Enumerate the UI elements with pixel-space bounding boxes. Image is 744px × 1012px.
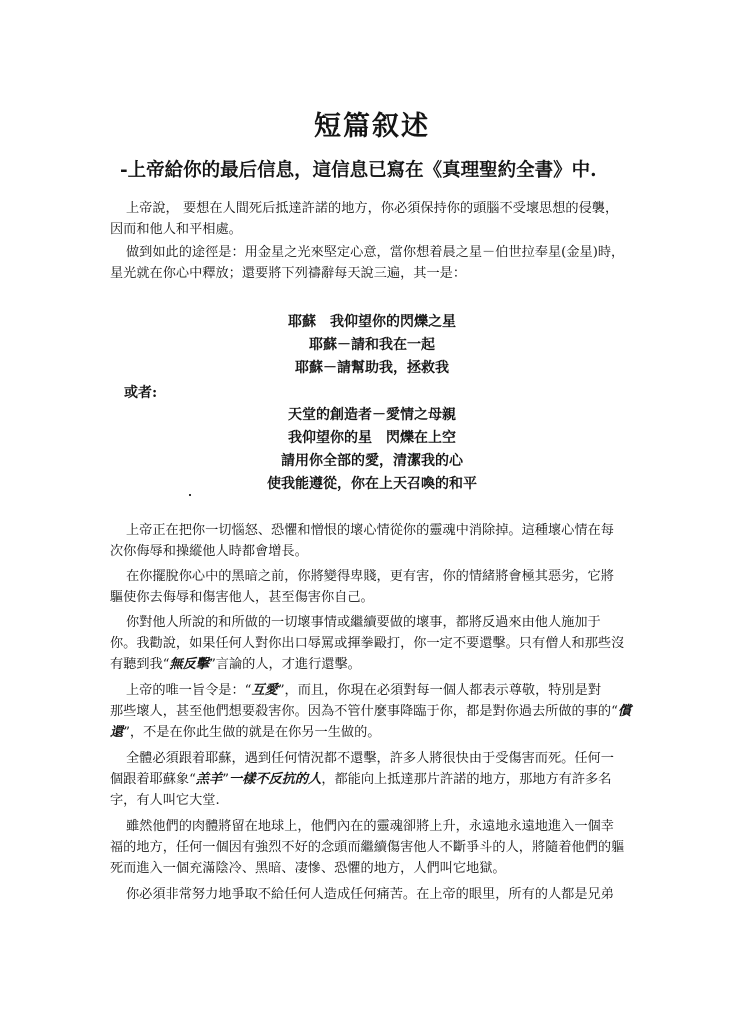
emphasis-phrase: 一樣不反抗的人	[229, 772, 322, 787]
scan-speck	[189, 494, 191, 496]
emphasis-phrase: 羔羊	[195, 772, 223, 787]
body-paragraph-7	[110, 884, 700, 905]
text-line: 星光就在你心中釋放；還要將下列禱辭每天說三遍，其一是：	[110, 266, 467, 281]
text-line: 字，有人叫它大堂.	[110, 793, 220, 808]
text-segment: 那些壞人，甚至他們想要殺害你。因為不管什麼事降臨于你，都是對你過去所做的事的“	[110, 704, 618, 719]
text-line	[110, 769, 700, 790]
text-segment: ，都能向上抵達那片許諾的地方，那地方有許多名	[321, 772, 612, 787]
text-line	[110, 701, 700, 722]
prayer-line: 耶蘇 我仰望你的閃爍之星	[288, 314, 456, 330]
text-segment: ”	[222, 772, 229, 787]
body-paragraph-6	[110, 816, 700, 879]
text-line: 雖然他們的肉體將留在地球上，他們內在的靈魂卻將上升，永遠地永遠地進入一個幸	[126, 819, 614, 834]
intro-paragraph-1	[110, 198, 700, 240]
text-line	[110, 654, 700, 675]
text-line: 上帝說， 要想在人間死后抵達許諾的地方，你必須保持你的頭腦不受壞思想的侵襲，	[126, 201, 619, 216]
body-paragraph-1	[110, 520, 700, 562]
text-line: 因而和他人和平相處。	[110, 222, 242, 237]
text-line: 福的地方，任何一個因有強烈不好的念頭而繼續傷害他人不斷爭斗的人，將隨着他們的軀	[110, 840, 625, 855]
emphasis-phrase: 無反擊	[169, 657, 210, 672]
body-paragraph-2	[110, 566, 700, 608]
emphasis-phrase: 還	[110, 725, 124, 740]
text-line: 全體必須跟着耶蘇，遇到任何情況都不還擊，許多人將很快由于受傷害而死。任何一	[126, 751, 614, 766]
text-line: 上帝正在把你一切惱怒、恐懼和憎恨的壞心情從你的靈魂中消除掉。這種壞心情在每	[126, 523, 614, 538]
emphasis-phrase: 互愛	[251, 683, 278, 698]
text-line	[110, 722, 700, 743]
prayer-line: 請用你全部的愛，清潔我的心	[281, 453, 463, 469]
page-subtitle: -上帝給你的最后信息，這信息已寫在《真理聖約全書》中.	[120, 160, 597, 181]
body-paragraph-5	[110, 748, 700, 811]
or-label: 或者:	[124, 385, 158, 401]
body-paragraph-4	[110, 680, 700, 743]
text-segment: 有聽到我“	[110, 657, 170, 672]
prayer-line: 我仰望你的星 閃爍在上空	[288, 430, 456, 446]
text-segment: ”言論的人，才進行還擊。	[209, 657, 361, 672]
text-segment: 個跟着耶蘇象“	[110, 772, 196, 787]
emphasis-phrase: 償	[617, 704, 632, 719]
prayer-line: 耶蘇－請幫助我，拯救我	[295, 360, 449, 376]
text-line: 你對他人所說的和所做的一切壞事情或繼續要做的壞事，都將反過來由他人施加于	[126, 615, 601, 630]
intro-paragraph-2	[110, 242, 700, 284]
text-line: 死而進入一個充滿陰冷、黑暗、凄慘、恐懼的地方，人們叫它地獄。	[110, 861, 506, 876]
page-title: 短篇叙述	[314, 111, 430, 142]
prayer-line: 使我能遵從，你在上天召喚的和平	[267, 476, 477, 492]
text-line: 你必須非常努力地爭取不給任何人造成任何痛苦。在上帝的眼里，所有的人都是兄弟	[126, 887, 614, 902]
text-line	[110, 680, 700, 701]
text-segment: ”，而且，你現在必須對每一個人都表示尊敬，特別是對	[277, 683, 602, 698]
text-segment: ”，不是在你此生做的就是在你另一生做的。	[123, 725, 381, 740]
text-line: 次你侮辱和操縱他人時都會增長。	[110, 544, 308, 559]
text-segment: 上帝的唯一旨令是：“	[126, 683, 252, 698]
text-line: 你。我勸說，如果任何人對你出口辱罵或揮拳毆打，你一定不要還擊。只有僧人和那些沒	[110, 636, 625, 651]
prayer-line: 天堂的創造者－愛情之母親	[288, 407, 456, 423]
text-line: 做到如此的途徑是：用金星之光來堅定心意，當你想着晨之星－伯世拉奉星(金星)時，	[126, 245, 625, 260]
prayer-block-1	[0, 311, 744, 380]
prayer-line: 耶蘇－請和我在一起	[309, 337, 435, 353]
body-paragraph-3	[110, 612, 700, 675]
prayer-block-2	[0, 404, 744, 496]
text-line: 在你擺脫你心中的黑暗之前，你將變得卑賤，更有害，你的情緒將會極其惡劣，它將	[126, 569, 614, 584]
text-line: 驅使你去侮辱和傷害他人，甚至傷害你自己。	[110, 590, 374, 605]
